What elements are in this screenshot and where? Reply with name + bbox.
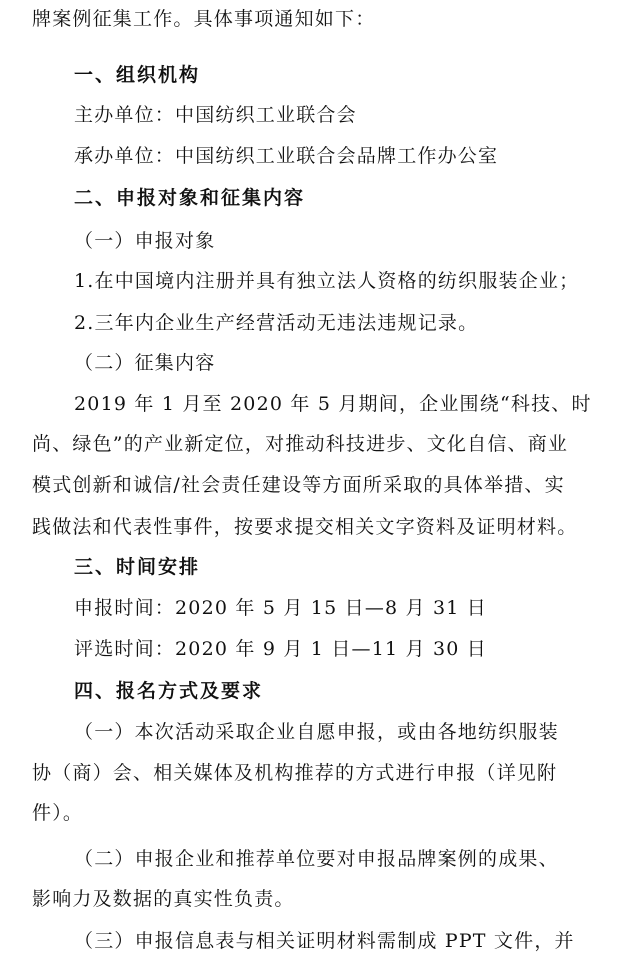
registration-item-2-line-2: 影响力及数据的真实性负责。 — [32, 888, 295, 910]
content-paragraph-line-2: 尚、绿色”的产业新定位，对推动科技进步、文化自信、商业 — [32, 433, 569, 455]
registration-item-3-line-1: （三）申报信息表与相关证明材料需制成 PPT 文件，并 — [74, 930, 575, 952]
organizer-unit: 承办单位：中国纺织工业联合会品牌工作办公室 — [74, 145, 499, 167]
registration-item-1-line-3: 件）。 — [32, 802, 84, 824]
application-period: 申报时间：2020 年 5 月 15 日—8 月 31 日 — [74, 597, 488, 619]
review-period: 评选时间：2020 年 9 月 1 日—11 月 30 日 — [74, 638, 488, 660]
subheading-content: （二）征集内容 — [74, 352, 216, 374]
content-paragraph-line-4: 践做法和代表性事件，按要求提交相关文字资料及证明材料。 — [32, 516, 578, 538]
host-unit: 主办单位：中国纺织工业联合会 — [74, 104, 357, 126]
intro-line: 牌案例征集工作。具体事项通知如下： — [32, 8, 376, 30]
registration-item-1-line-1: （一）本次活动采取企业自愿申报，或由各地纺织服装 — [74, 721, 559, 743]
applicant-criterion-1: 1.在中国境内注册并具有独立法人资格的纺织服装企业； — [74, 270, 580, 292]
content-paragraph-line-3: 模式创新和诚信/社会责任建设等方面所采取的具体举措、实 — [32, 474, 565, 496]
content-paragraph-line-1: 2019 年 1 月至 2020 年 5 月期间，企业围绕“科技、时 — [74, 393, 592, 415]
registration-item-1-line-2: 协（商）会、相关媒体及机构推荐的方式进行申报（详见附 — [32, 762, 558, 784]
section-heading-registration: 四、报名方式及要求 — [74, 680, 264, 702]
registration-item-2-line-1: （二）申报企业和推荐单位要对申报品牌案例的成果、 — [74, 848, 559, 870]
subheading-applicants: （一）申报对象 — [74, 230, 216, 252]
applicant-criterion-2: 2.三年内企业生产经营活动无违法违规记录。 — [74, 312, 479, 334]
section-heading-applicants: 二、申报对象和征集内容 — [74, 187, 306, 209]
section-heading-organization: 一、组织机构 — [74, 64, 201, 86]
section-heading-schedule: 三、时间安排 — [74, 556, 201, 578]
